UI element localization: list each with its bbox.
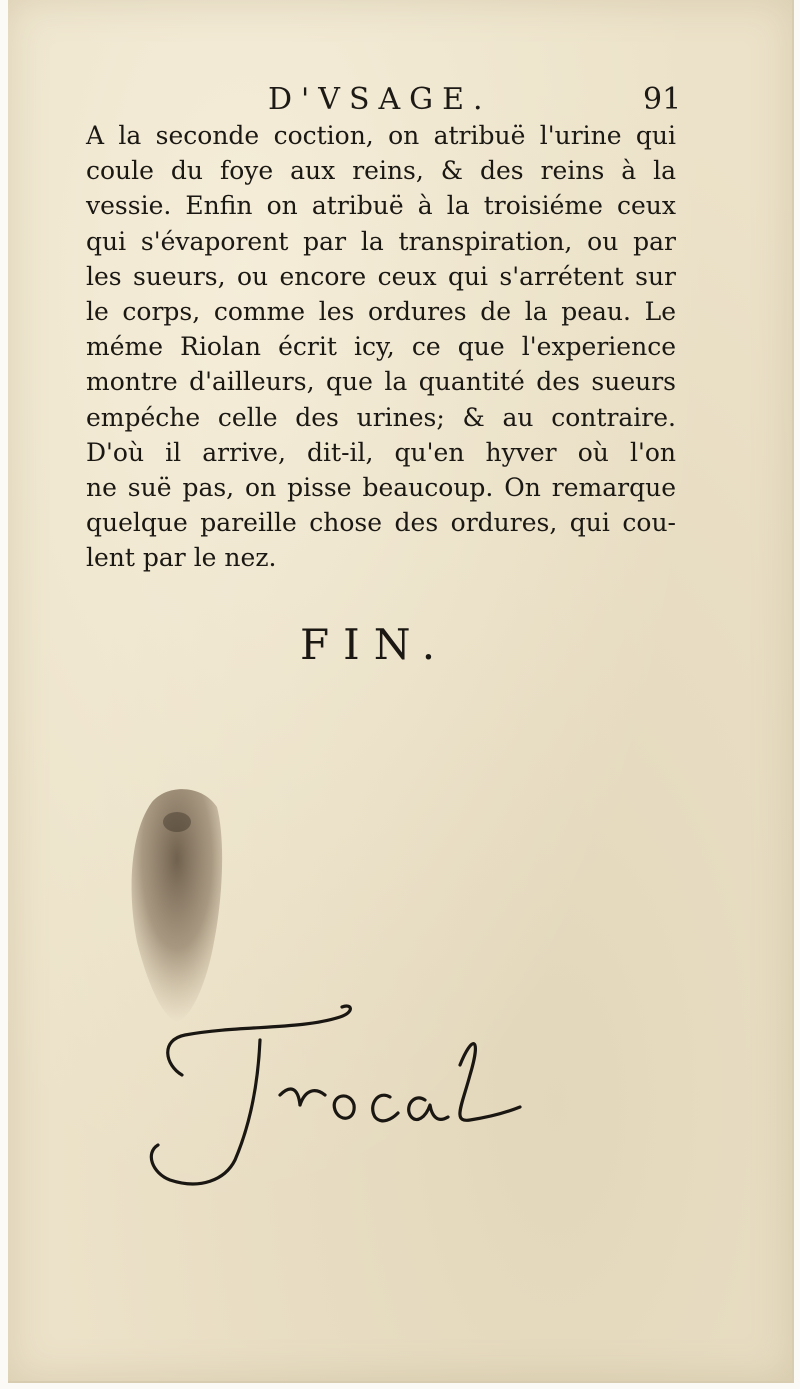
text-line: vessie. Enfin on atribuë à la troisiéme ceux [86, 191, 676, 221]
text-line: qui s'évaporent par la transpiration, ou par [86, 226, 676, 256]
ink-stain [122, 782, 228, 1027]
text-line: ne suë pas, on pisse beaucoup. On remarque [86, 472, 676, 502]
text-line: lent par le nez. [86, 543, 277, 573]
page-number: 91 [643, 82, 682, 117]
text-line: méme Riolan écrit icy, ce que l'experience [86, 332, 676, 362]
text-line: montre d'ailleurs, que la quantité des sueurs [86, 367, 676, 397]
running-head [0, 82, 800, 122]
text-line: D'où il arrive, dit-il, qu'en hyver où l'on [86, 437, 676, 467]
text-line: les sueurs, ou encore ceux qui s'arrétent sur [86, 261, 676, 291]
text-line: le corps, comme les ordures de la peau. Le [86, 296, 676, 326]
running-title: D'VSAGE. [268, 82, 492, 117]
text-line: quelque pareille chose des ordures, qui cou- [86, 508, 676, 538]
text-line: A la seconde coction, on atribuë l'urine qui [86, 121, 676, 150]
text-line: coule du foye aux reins, & des reins à la [86, 156, 676, 186]
end-mark: FIN. [300, 620, 450, 669]
handwritten-signature [130, 995, 550, 1195]
body-text [86, 118, 676, 575]
text-line: empéche celle des urines; & au contraire. [86, 402, 676, 432]
